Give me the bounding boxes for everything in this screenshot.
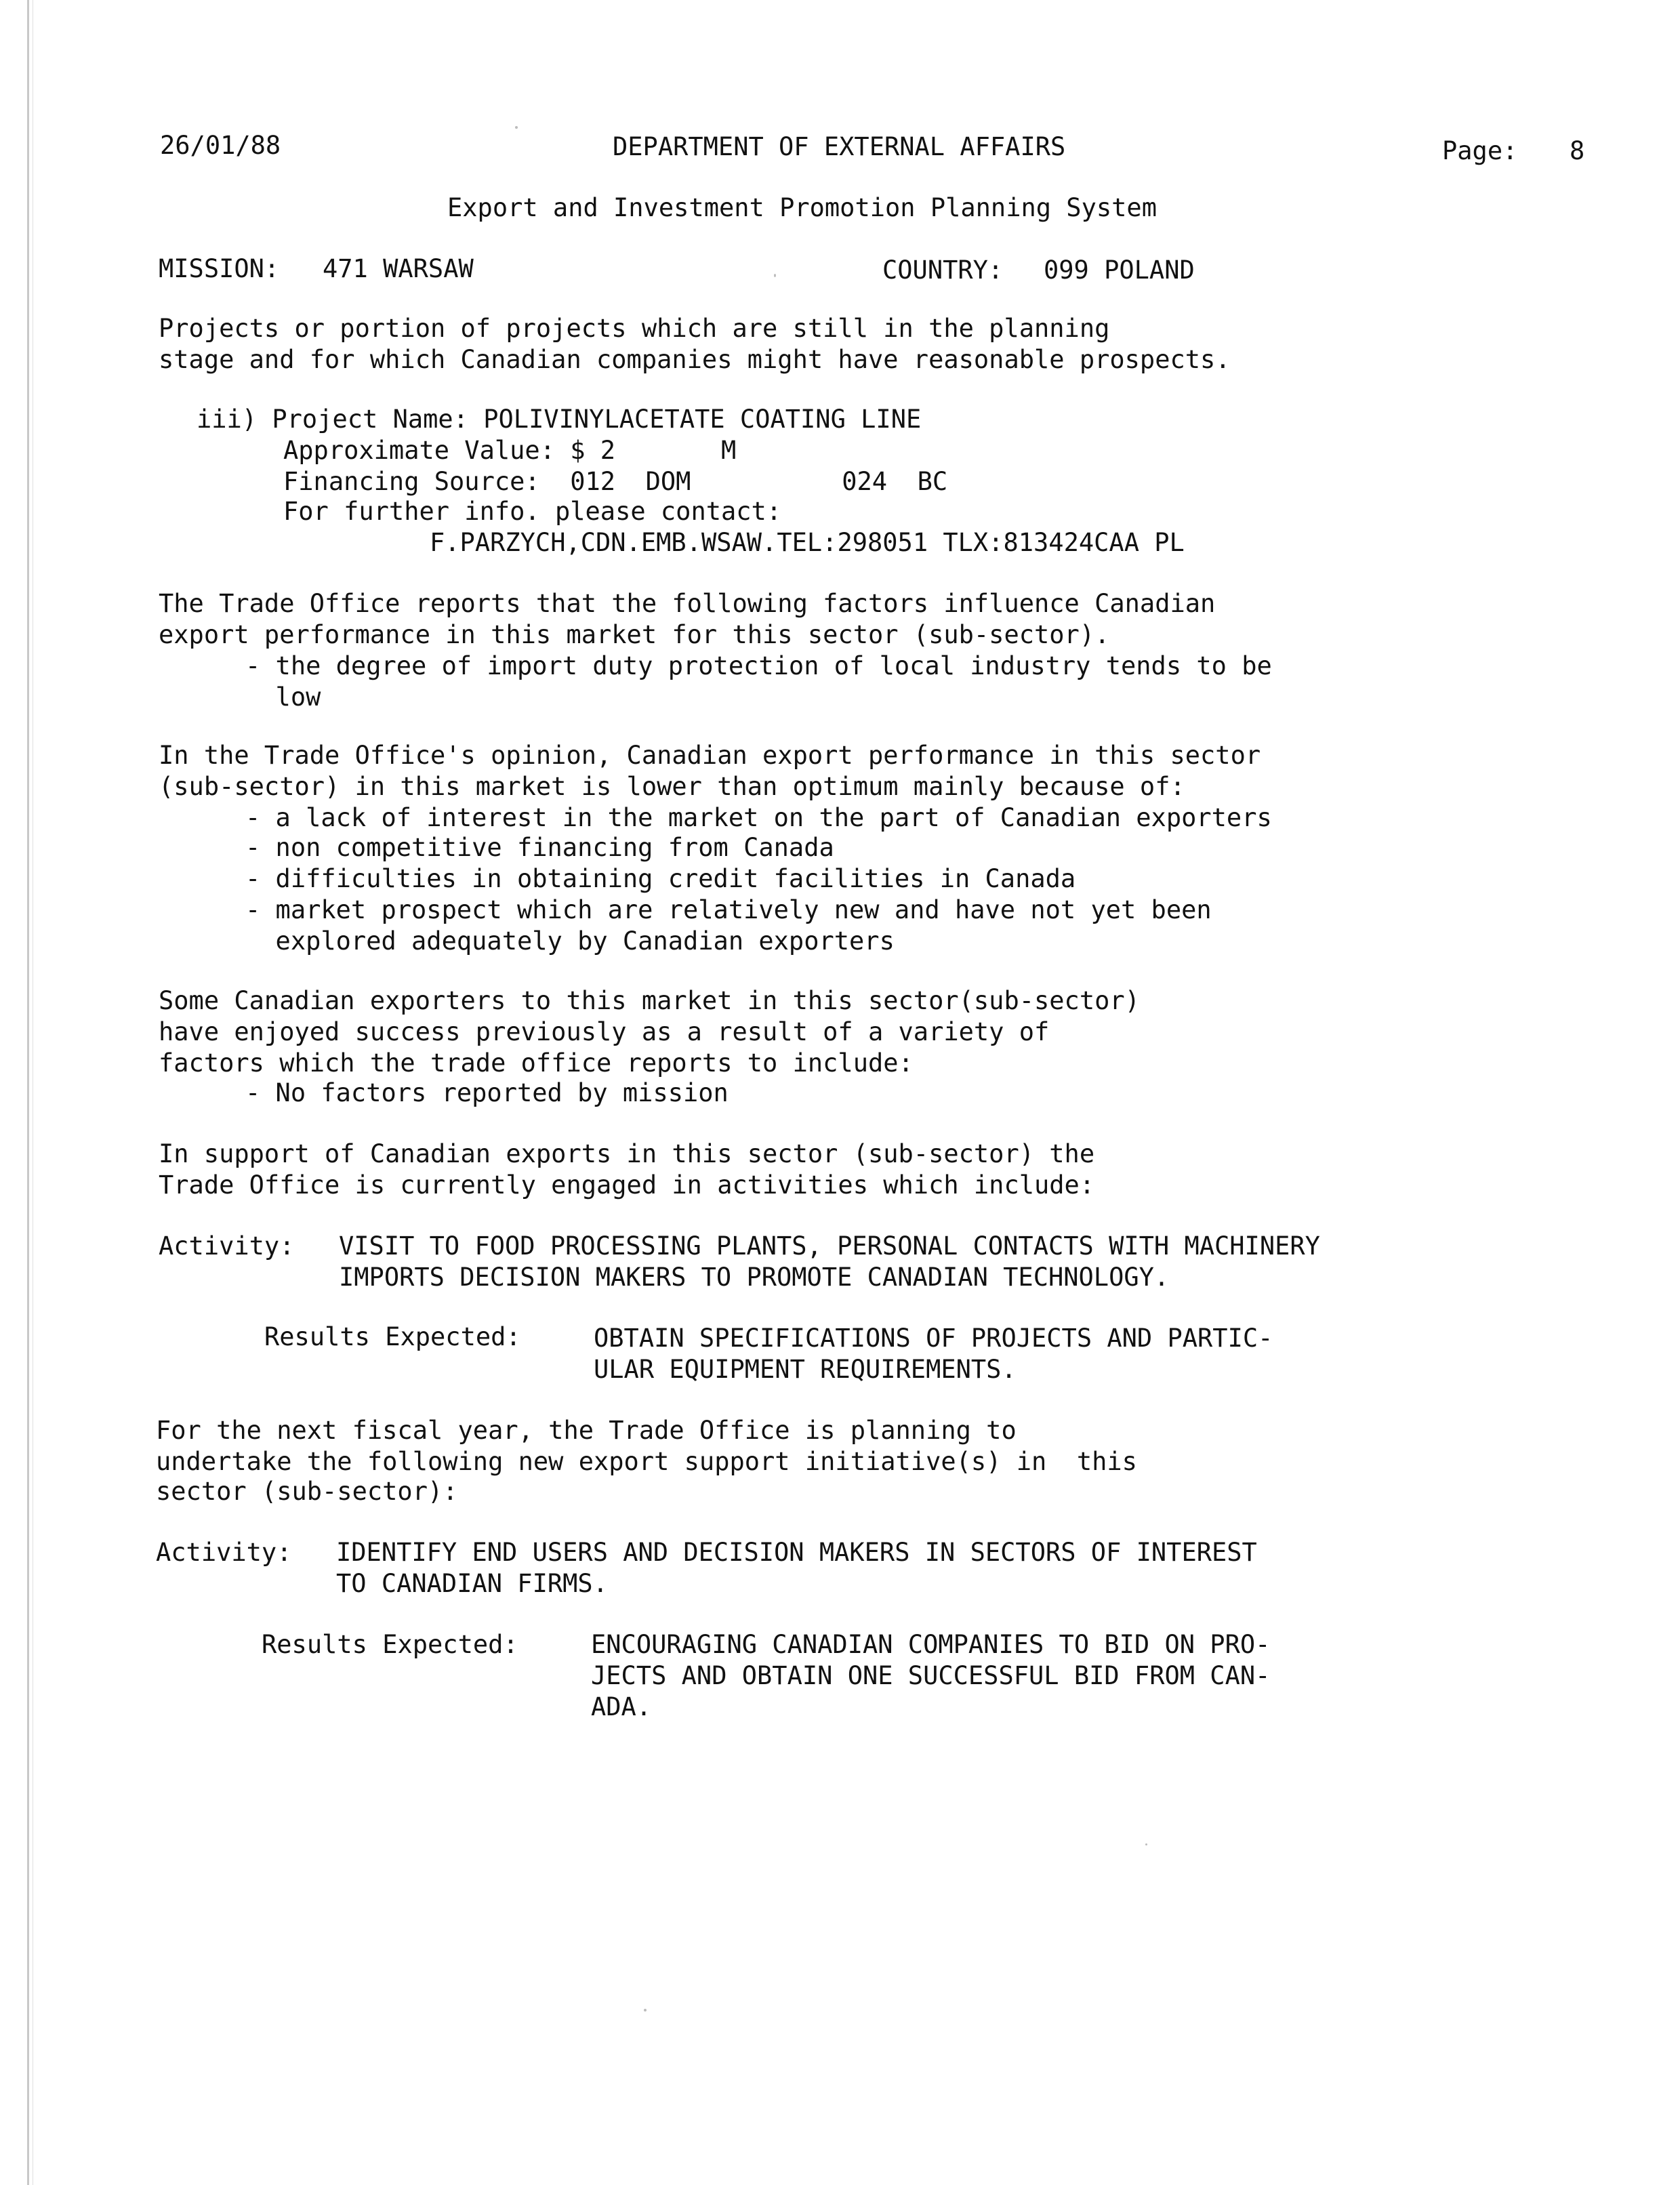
results-1-line-1: OBTAIN SPECIFICATIONS OF PROJECTS AND PARTIC- <box>594 1324 1273 1353</box>
factors-line-2: export performance in this market for this sector (sub-sector). <box>159 620 1110 649</box>
scan-speck <box>515 126 518 129</box>
page-label: Page: <box>1442 136 1518 165</box>
results-2-line-2: JECTS AND OBTAIN ONE SUCCESSFUL BID FROM CAN- <box>591 1661 1271 1690</box>
results-2-line-3: ADA. <box>591 1692 652 1721</box>
project-financing: Financing Source: 012 DOM 024 BC <box>283 467 948 496</box>
page-number: 8 <box>1570 136 1585 165</box>
support-line-1: In support of Canadian exports in this sector (sub-sector) the <box>159 1139 1095 1168</box>
success-line-1: Some Canadian exporters to this market in this sector(sub-sector) <box>159 986 1140 1015</box>
success-bullet: - No factors reported by mission <box>245 1078 729 1107</box>
department-title: DEPARTMENT OF EXTERNAL AFFAIRS <box>613 132 1066 161</box>
success-line-3: factors which the trade office reports to include: <box>159 1048 914 1078</box>
mission-label: MISSION: <box>159 254 280 283</box>
activity-2-line-1: IDENTIFY END USERS AND DECISION MAKERS IN SECTORS OF INTEREST <box>336 1538 1257 1567</box>
factors-bullet-line-1: - the degree of import duty protection of local industry tends to be <box>245 651 1272 680</box>
support-line-2: Trade Office is currently engaged in activities which include: <box>159 1170 1095 1200</box>
success-line-2: have enjoyed success previously as a result of a variety of <box>159 1017 1050 1046</box>
opinion-line-2: (sub-sector) in this market is lower than optimum mainly because of: <box>159 772 1185 801</box>
project-contact-label: For further info. please contact: <box>283 497 782 526</box>
country-value: 099 POLAND <box>1044 256 1195 285</box>
results-expected-label: Results Expected: <box>262 1630 518 1659</box>
opinion-bullet: - market prospect which are relatively new and have not yet been <box>245 895 1212 924</box>
country-label: COUNTRY: <box>882 256 1004 285</box>
scan-speck <box>644 2009 647 2012</box>
opinion-bullet: - difficulties in obtaining credit facilities in Canada <box>245 864 1076 893</box>
mission-value: 471 WARSAW <box>323 254 474 283</box>
results-2-line-1: ENCOURAGING CANADIAN COMPANIES TO BID ON PRO- <box>591 1630 1271 1659</box>
scan-speck <box>1145 1843 1147 1845</box>
intro-line-1: Projects or portion of projects which are still in the planning <box>159 314 1110 343</box>
results-1-line-2: ULAR EQUIPMENT REQUIREMENTS. <box>594 1355 1017 1384</box>
opinion-bullet: - non competitive financing from Canada <box>245 833 834 862</box>
activity-1-line-1: VISIT TO FOOD PROCESSING PLANTS, PERSONAL CONTACTS WITH MACHINERY <box>339 1231 1320 1261</box>
opinion-line-1: In the Trade Office's opinion, Canadian export performance in this sector <box>159 741 1261 770</box>
activity-label: Activity: <box>156 1538 292 1567</box>
project-contact: F.PARZYCH,CDN.EMB.WSAW.TEL:298051 TLX:813424CAA PL <box>430 528 1185 557</box>
project-name: iii) Project Name: POLIVINYLACETATE COATING LINE <box>197 405 922 434</box>
activity-1-line-2: IMPORTS DECISION MAKERS TO PROMOTE CANADIAN TECHNOLOGY. <box>339 1263 1170 1292</box>
project-value: Approximate Value: $ 2 M <box>283 436 737 465</box>
scan-speck <box>774 274 776 277</box>
activity-label: Activity: <box>159 1231 295 1261</box>
activity-2-line-2: TO CANADIAN FIRMS. <box>336 1569 608 1598</box>
next-year-line-2: undertake the following new export support initiative(s) in this <box>156 1447 1137 1476</box>
opinion-bullet: - a lack of interest in the market on the part of Canadian exporters <box>245 803 1272 832</box>
next-year-line-1: For the next fiscal year, the Trade Office is planning to <box>156 1416 1017 1445</box>
results-expected-label: Results Expected: <box>264 1322 521 1351</box>
scan-edge-line <box>27 0 29 2185</box>
system-title: Export and Investment Promotion Planning System <box>447 193 1157 222</box>
next-year-line-3: sector (sub-sector): <box>156 1477 458 1506</box>
factors-bullet-line-2: low <box>245 682 321 712</box>
factors-line-1: The Trade Office reports that the following factors influence Canadian <box>159 589 1216 618</box>
intro-line-2: stage and for which Canadian companies might have reasonable prospects. <box>159 345 1231 374</box>
report-date: 26/01/88 <box>160 131 281 160</box>
opinion-bullet: explored adequately by Canadian exporters <box>245 926 895 956</box>
